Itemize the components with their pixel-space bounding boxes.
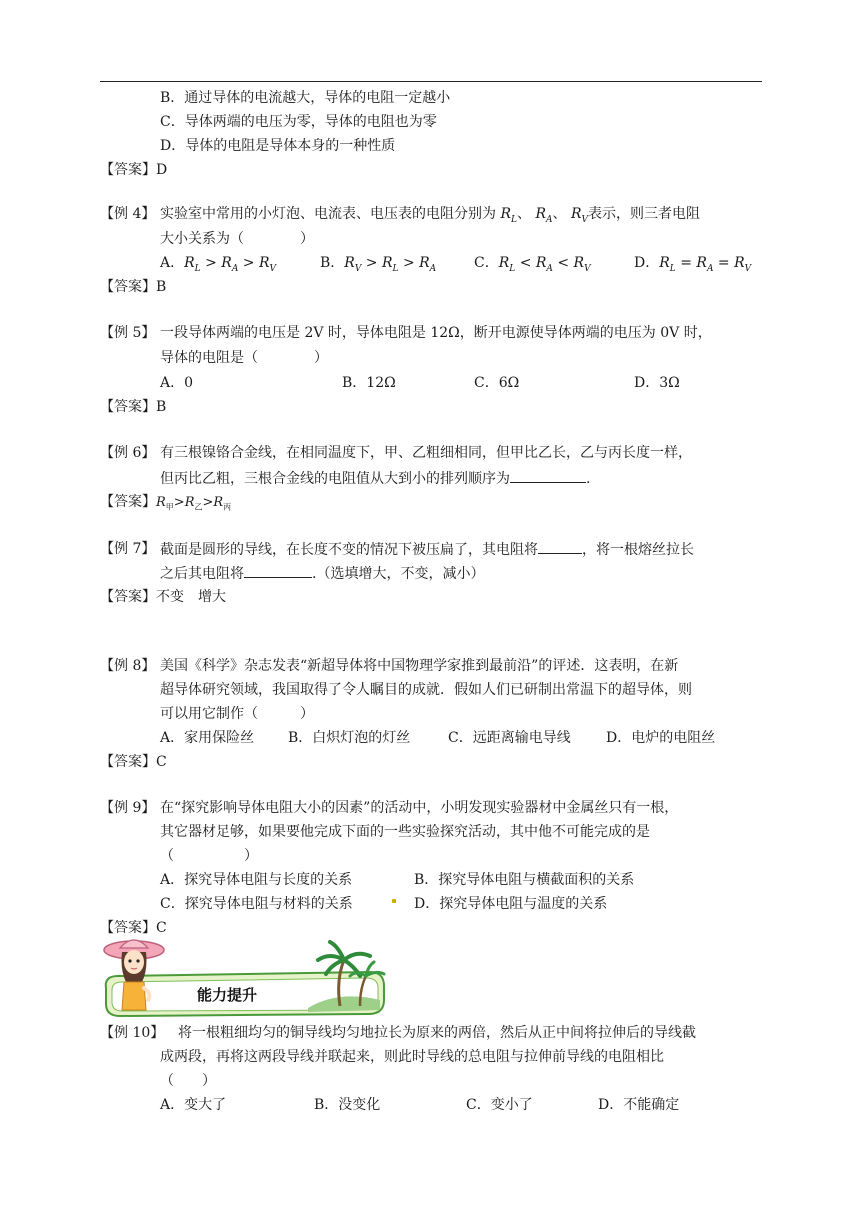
ex4-text-d: 表示，则三者电阻 xyxy=(587,206,700,222)
answer-value: B xyxy=(156,279,167,295)
ex4-text-c: 、 xyxy=(552,206,567,222)
ex8-answer xyxy=(100,752,167,772)
math-expr: $R_L = R_A = R_V$ xyxy=(659,255,752,274)
math-rv: $R_V$ xyxy=(570,206,588,225)
ex10-option-b: B．没变化 xyxy=(314,1097,381,1113)
ex9-label: 【例 9】 xyxy=(100,800,156,816)
ex10-option-a: A．变大了 xyxy=(160,1097,227,1113)
prev-option-b: B．通过导体的电流越大，导体的电阻一定越小 xyxy=(160,90,451,106)
ex8-label: 【例 8】 xyxy=(100,658,156,674)
ex9-option-d: D．探究导体电阻与温度的关系 xyxy=(414,896,608,912)
ex7-text-b: ，将一根熔丝拉长 xyxy=(582,542,694,558)
ex6-text-line2 xyxy=(160,468,590,489)
ex9-option-a: A．探究导体电阻与长度的关系 xyxy=(160,872,353,888)
ex4-option-a xyxy=(160,253,276,279)
sub-jia: 甲 xyxy=(165,502,174,512)
ex10-option-d: D．不能确定 xyxy=(598,1097,680,1113)
ex10-text-line2: 成两段，再将这两段导线并联起来，则此时导线的总电阻与拉伸前导线的电阻相比 xyxy=(160,1049,664,1065)
ex7-answer xyxy=(100,587,226,607)
math-expr: $R_L < R_A < R_V$ xyxy=(498,255,591,274)
ex5-option-a: A．0 xyxy=(160,375,194,391)
answer-label: 【答案】 xyxy=(100,399,156,415)
ex7-text-line2 xyxy=(160,563,484,584)
math-ra: $R_A$ xyxy=(535,206,553,225)
ex7-blank-2 xyxy=(244,563,312,578)
prev-option-d: D．导体的电阻是导体本身的一种性质 xyxy=(160,138,396,154)
ex4-text-a: 实验室中常用的小灯泡、电流表、电压表的电阻分别为 xyxy=(160,206,496,222)
ex6-label: 【例 6】 xyxy=(100,445,156,461)
ex4-answer xyxy=(100,277,166,297)
ex8-option-c: C．远距离输电导线 xyxy=(448,730,571,746)
option-prefix: C． xyxy=(474,255,499,271)
ex9-option-c: C．探究导体电阻与材料的关系 xyxy=(160,896,353,912)
header-rule xyxy=(100,81,762,82)
ex5-answer xyxy=(100,397,166,417)
prev-option-c: C．导体两端的电压为零，导体的电阻也为零 xyxy=(160,114,437,130)
ex7-text-a: 截面是圆形的导线，在长度不变的情况下被压扁了，其电阻将 xyxy=(160,542,538,558)
ex4-label: 【例 4】 xyxy=(100,206,156,222)
answer-value: 不变 增大 xyxy=(156,589,226,605)
option-prefix: A． xyxy=(160,255,185,271)
section-banner xyxy=(98,930,390,1020)
prev-answer xyxy=(100,160,167,180)
ex5-label: 【例 5】 xyxy=(100,325,156,341)
ex6-answer-blank xyxy=(510,468,586,483)
ex4-text-line2: 大小关系为（ ） xyxy=(160,231,314,247)
math-expr: $R_L > R_A > R_V$ xyxy=(184,255,276,274)
ex9-text-line3: （ ） xyxy=(160,848,258,864)
ex6-text-line1: 有三根镍铬合金线，在相同温度下，甲、乙粗细相同，但甲比乙长，乙与丙长度一样， xyxy=(160,445,692,461)
ex4-option-c xyxy=(474,253,591,279)
answer-value: D xyxy=(156,162,168,178)
answer-label: 【答案】 xyxy=(100,920,156,936)
answer-value: C xyxy=(156,754,167,770)
ex9-option-b: B．探究导体电阻与横截面积的关系 xyxy=(414,872,635,888)
ex7-label: 【例 7】 xyxy=(100,541,156,557)
ex4-option-d xyxy=(634,253,751,279)
ex8-option-a: A．家用保险丝 xyxy=(160,730,255,746)
ex8-text-line2: 超导体研究领域，我国取得了令人瞩目的成就．假如人们已研制出常温下的超导体，则 xyxy=(160,682,692,698)
ex8-text-line1: 美国《科学》杂志发表“新超导体将中国物理学家推到最前沿”的评述．这表明，在新 xyxy=(160,658,679,674)
ex8-text-line3: 可以用它制作（ ） xyxy=(160,706,314,722)
sub-yi: 乙 xyxy=(194,502,203,512)
ex5-option-b: B．12Ω xyxy=(342,375,396,391)
ex5-text-line1: 一段导体两端的电压是 2V 时，导体电阻是 12Ω，断开电源使导体两端的电压为 0V 时， xyxy=(160,325,712,341)
ex7-text-line1 xyxy=(160,539,694,560)
ex6-answer-expression: $R_甲>R_乙>R_丙$ xyxy=(156,495,232,512)
answer-value: C xyxy=(156,920,167,936)
ex6-answer xyxy=(100,492,231,518)
answer-label: 【答案】 xyxy=(100,162,156,178)
option-prefix: D． xyxy=(634,255,660,271)
ex10-text-line3: （ ） xyxy=(160,1073,216,1089)
ex8-option-d: D．电炉的电阻丝 xyxy=(606,730,716,746)
answer-label: 【答案】 xyxy=(100,589,156,605)
answer-label: 【答案】 xyxy=(100,494,156,510)
ex9-text-line2: 其它器材足够，如果要他完成下面的一些实验探究活动，其中他不可能完成的是 xyxy=(160,824,650,840)
ex8-option-b: B．白炽灯泡的灯丝 xyxy=(288,730,411,746)
option-prefix: B． xyxy=(320,255,345,271)
ex6-text-main: 但丙比乙粗，三根合金线的电阻值从大到小的排列顺序为 xyxy=(160,471,510,487)
ex7-blank-1 xyxy=(538,539,582,554)
ex10-option-c: C．变小了 xyxy=(466,1097,533,1113)
ex9-text-line1: 在“探究影响导体电阻大小的因素”的活动中，小明发现实验器材中金属丝只有一根， xyxy=(160,800,679,816)
answer-label: 【答案】 xyxy=(100,754,156,770)
answer-label: 【答案】 xyxy=(100,279,156,295)
math-expr: $R_V > R_L > R_A$ xyxy=(344,255,437,274)
decorative-dot xyxy=(392,899,396,903)
ex5-option-d: D．3Ω xyxy=(634,375,680,391)
math-rl: $R_L$ xyxy=(500,206,517,225)
answer-value: B xyxy=(156,399,167,415)
sub-bing: 丙 xyxy=(223,502,232,512)
ex7-text-c: 之后其电阻将 xyxy=(160,566,244,582)
ex7-text-d: .（选填增大，不变，减小） xyxy=(312,566,485,582)
ex5-text-line2: 导体的电阻是（ ） xyxy=(160,350,328,366)
section-title: 能力提升 xyxy=(197,986,258,1004)
ex10-text-line1: 将一根粗细均匀的铜导线均匀地拉长为原来的两倍，然后从正中间将拉伸后的导线截 xyxy=(178,1025,696,1041)
ex5-option-c: C．6Ω xyxy=(474,375,520,391)
ex4-option-b xyxy=(320,253,436,279)
ex10-label: 【例 10】 xyxy=(100,1025,165,1041)
ex4-text-b: 、 xyxy=(516,206,531,222)
ex4-text-line1 xyxy=(160,204,700,230)
ex6-period: . xyxy=(586,471,591,487)
